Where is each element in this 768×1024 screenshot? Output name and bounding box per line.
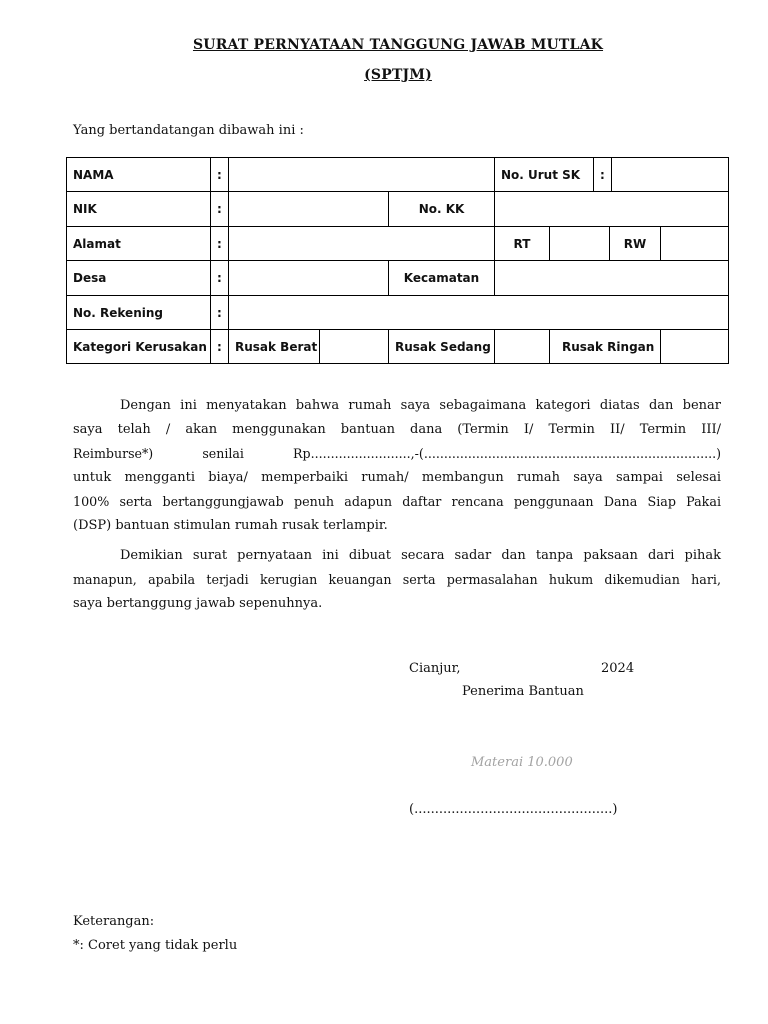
materai-stamp-placeholder: Materai 10.000 xyxy=(471,755,573,770)
checkbox-rusak-ringan[interactable] xyxy=(660,329,729,364)
paragraph-line: 100% serta bertanggungjawab penuh adapun daftar rencana penggunaan Dana Siap Pakai xyxy=(73,494,721,509)
statement-paragraph xyxy=(73,394,721,538)
label-rusak-sedang: Rusak Sedang xyxy=(388,329,495,364)
label-desa: Desa xyxy=(66,260,211,296)
colon: : xyxy=(210,157,229,192)
label-no-urut-sk: No. Urut SK xyxy=(494,157,594,192)
colon: : xyxy=(210,226,229,261)
label-kategori-kerusakan: Kategori Kerusakan xyxy=(66,329,211,364)
label-no-kk: No. KK xyxy=(388,191,495,227)
colon: : xyxy=(210,329,229,364)
colon: : xyxy=(593,157,612,192)
label-kecamatan: Kecamatan xyxy=(388,260,495,296)
label-alamat: Alamat xyxy=(66,226,211,261)
paragraph-line: Dengan ini menyatakan bahwa rumah saya sebagaimana kategori diatas dan benar xyxy=(120,398,721,413)
note-text: *: Coret yang tidak perlu xyxy=(73,938,238,953)
document-subtitle: (SPTJM) xyxy=(364,67,432,83)
colon: : xyxy=(210,295,229,330)
paragraph-line: manapun, apabila terjadi kerugian keuangan serta permasalahan hukum dikemudian hari, xyxy=(73,572,721,587)
signature-year: 2024 xyxy=(601,661,635,676)
closing-paragraph xyxy=(73,544,721,616)
label-nama: NAMA xyxy=(66,157,211,192)
label-rusak-ringan: Rusak Ringan xyxy=(549,329,661,364)
intro-text: Yang bertandatangan dibawah ini : xyxy=(73,123,304,138)
colon: : xyxy=(210,191,229,227)
field-nik[interactable] xyxy=(228,191,389,227)
label-no-rekening: No. Rekening xyxy=(66,295,211,330)
paragraph-line: untuk mengganti biaya/ memperbaiki rumah/ membangun rumah saya sampai selesai xyxy=(73,470,721,485)
field-no-urut-sk[interactable] xyxy=(611,157,729,192)
field-rw[interactable] xyxy=(660,226,729,261)
field-kecamatan[interactable] xyxy=(494,260,729,296)
paragraph-line: saya bertanggung jawab sepenuhnya. xyxy=(73,596,323,611)
checkbox-rusak-sedang[interactable] xyxy=(494,329,550,364)
colon: : xyxy=(210,260,229,296)
signature-name-line: (................................................) xyxy=(409,802,618,817)
label-rt: RT xyxy=(494,226,550,261)
field-alamat[interactable] xyxy=(228,226,495,261)
signature-place: Cianjur, xyxy=(409,661,461,676)
paragraph-line: Reimburse*) senilai Rp.........................,-(.........................................................................) xyxy=(73,446,721,461)
signature-recipient-label: Penerima Bantuan xyxy=(462,684,584,699)
label-rusak-berat: Rusak Berat xyxy=(228,329,320,364)
field-no-rekening[interactable] xyxy=(228,295,729,330)
note-title: Keterangan: xyxy=(73,914,155,929)
document-title: SURAT PERNYATAAN TANGGUNG JAWAB MUTLAK xyxy=(192,37,604,53)
label-nik: NIK xyxy=(66,191,211,227)
paragraph-line: saya telah / akan menggunakan bantuan dana (Termin I/ Termin II/ Termin III/ xyxy=(73,422,721,437)
paragraph-line: Demikian surat pernyataan ini dibuat secara sadar dan tanpa paksaan dari pihak xyxy=(120,548,721,563)
field-no-kk[interactable] xyxy=(494,191,729,227)
label-rw: RW xyxy=(609,226,661,261)
paragraph-line: (DSP) bantuan stimulan rumah rusak terlampir. xyxy=(73,518,388,533)
field-nama[interactable] xyxy=(228,157,495,192)
checkbox-rusak-berat[interactable] xyxy=(319,329,389,364)
field-desa[interactable] xyxy=(228,260,389,296)
field-rt[interactable] xyxy=(549,226,610,261)
